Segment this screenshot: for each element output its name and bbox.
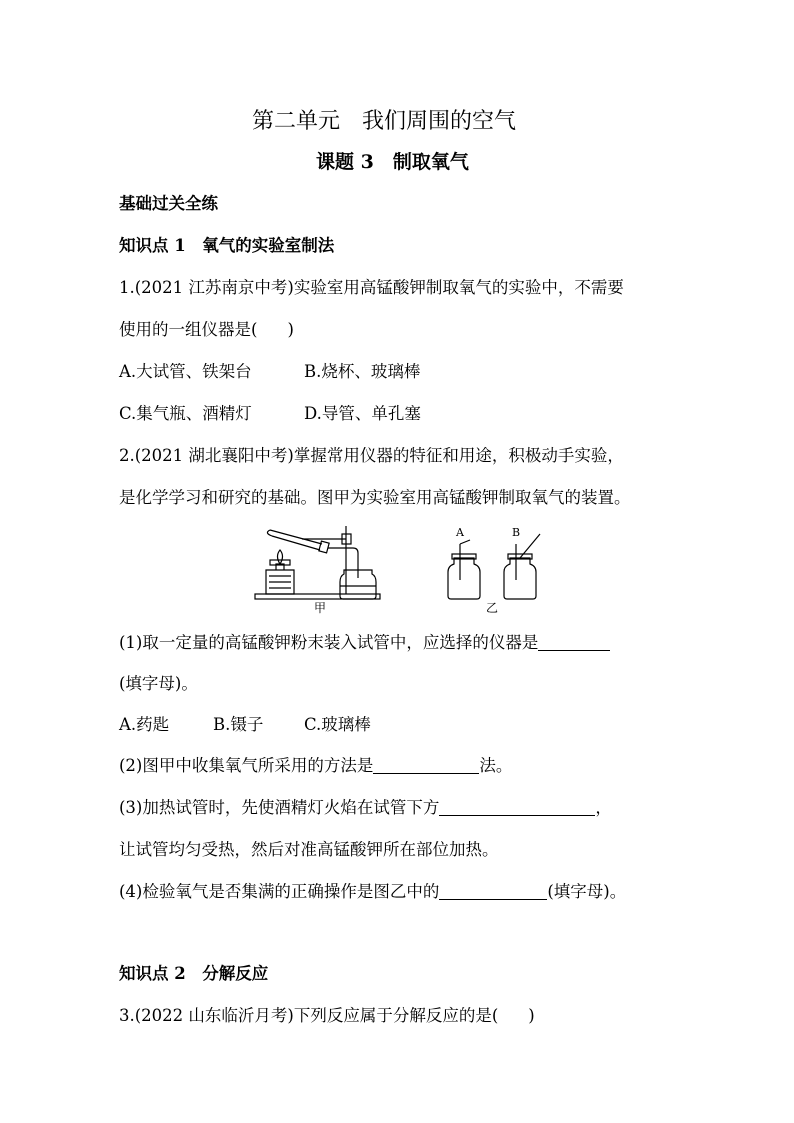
figure-label-jia: 甲 <box>313 601 327 615</box>
knowledge-point-1: 知识点 1 氧气的实验室制法 <box>119 236 335 255</box>
q1-option-a: A.大试管、铁架台 <box>119 362 252 381</box>
page-title: 第二单元 我们周围的空气 <box>252 109 517 134</box>
q2-sub1-line1 <box>119 629 610 653</box>
q2-sub3-text: (3)加热试管时，先使酒精灯火焰在试管下方 <box>119 798 440 817</box>
q2-sub1-option-c: C.玻璃棒 <box>304 715 371 734</box>
answer-blank-4[interactable] <box>439 883 547 901</box>
q2-sub4-suffix: (填字母)。 <box>547 882 627 901</box>
q2-sub3-comma: ， <box>595 798 612 817</box>
q2-sub3-line2: 让试管均匀受热，然后对准高锰酸钾所在部位加热。 <box>119 840 499 859</box>
figure-label-a: A <box>456 526 464 539</box>
figure-label-b: B <box>511 526 521 539</box>
q1-option-c: C.集气瓶、酒精灯 <box>119 404 252 423</box>
q1-paren-close: ) <box>287 320 294 339</box>
q2-sub1-option-a: A.药匙 <box>119 715 170 734</box>
q2-sub2-text: (2)图甲中收集氧气所采用的方法是 <box>119 756 374 775</box>
figure-label-yi: 乙 <box>485 601 499 615</box>
q1-option-b: B.烧杯、玻璃棒 <box>304 362 421 381</box>
q2-sub2-suffix: 法。 <box>479 756 513 775</box>
q2-sub4-text: (4)检验氧气是否集满的正确操作是图乙中的 <box>119 882 440 901</box>
answer-blank-3[interactable] <box>439 799 595 817</box>
knowledge-point-2: 知识点 2 分解反应 <box>119 964 269 983</box>
stand-base <box>255 594 380 599</box>
q2-stem-line1: 2.(2021 湖北襄阳中考)掌握常用仪器的特征和用途，积极动手实验， <box>119 446 624 465</box>
answer-blank-2[interactable] <box>373 757 479 775</box>
answer-blank-1[interactable] <box>538 634 610 652</box>
q2-sub1-text: (1)取一定量的高锰酸钾粉末装入试管中，应选择的仪器是 <box>119 633 539 652</box>
apparatus-figure <box>250 520 560 616</box>
q2-stem-line2: 是化学学习和研究的基础。图甲为实验室用高锰酸钾制取氧气的装置。 <box>119 488 631 507</box>
q2-sub2 <box>119 752 512 776</box>
q1-stem-line2 <box>119 316 294 340</box>
q3-stem <box>119 1002 535 1026</box>
q2-sub1-option-b: B.镊子 <box>213 715 264 734</box>
section-heading: 基础过关全练 <box>119 194 218 213</box>
lesson-subtitle: 课题 3 制取氧气 <box>316 151 469 173</box>
q2-sub4 <box>119 878 626 902</box>
q2-sub3-line1 <box>119 794 612 818</box>
q1-stem-line1: 1.(2021 江苏南京中考)实验室用高锰酸钾制取氧气的实验中，不需要 <box>119 278 624 297</box>
q2-sub1-line2: (填字母)。 <box>119 674 198 693</box>
q3-stem-text: 3.(2022 山东临沂月考)下列反应属于分解反应的是( <box>119 1006 499 1025</box>
q3-paren-close: ) <box>528 1006 535 1025</box>
q1-stem-text: 使用的一组仪器是( <box>119 320 258 339</box>
q1-option-d: D.导管、单孔塞 <box>304 404 421 423</box>
